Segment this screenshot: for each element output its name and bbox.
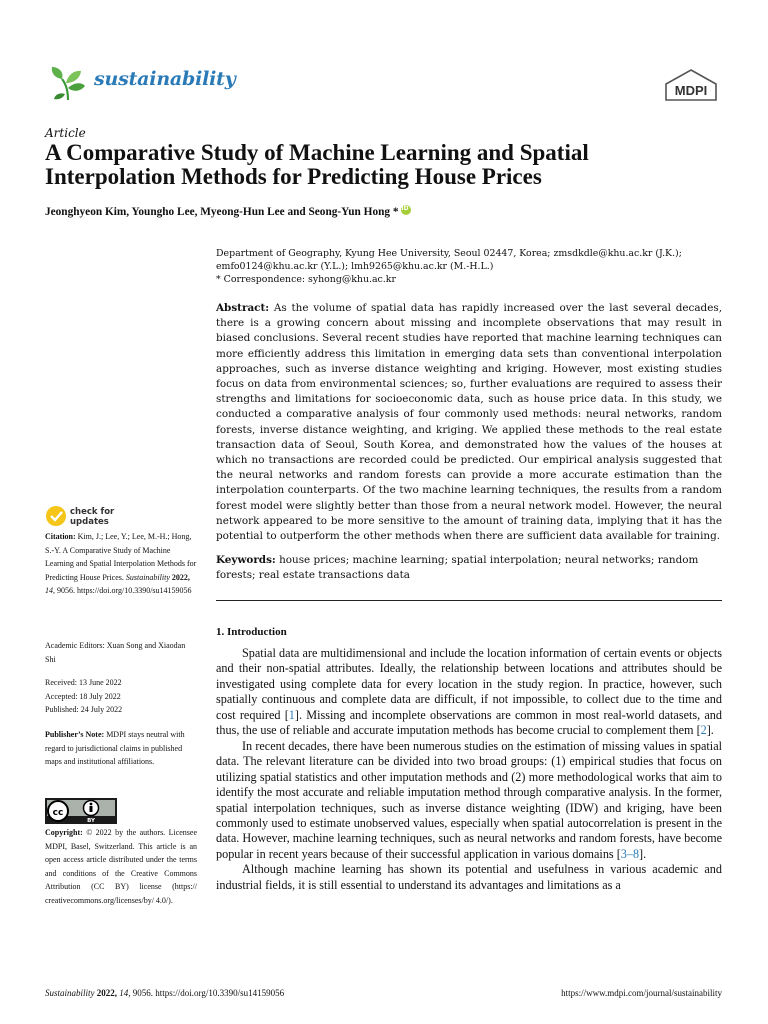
received-date: Received: 13 June 2022 [45,678,122,687]
paragraph [216,646,722,739]
text-run: ]. [706,723,714,738]
orcid-icon[interactable] [401,205,411,215]
citation-link[interactable]: 1 [288,707,295,722]
publisher-logo-text: MDPI [674,83,708,98]
footer-citation [45,988,284,998]
citation-text: Kim, J.; Lee, Y.; Lee, M.-H.; Hong, S.-Y. A Comparative Study of Machine Learning and Spatial Interpolation Methods for Predicting House Prices. [45,532,197,582]
cc-by-license-icon[interactable] [45,798,117,824]
author-list [45,205,411,218]
article-type: Article [45,126,86,140]
publication-dates [45,676,197,717]
keywords-label: Keywords: [216,554,276,566]
correspondence: * Correspondence: syhong@khu.ac.kr [216,274,396,285]
citation-block [45,530,197,598]
check-updates-line2: updates [70,517,109,527]
accepted-date: Accepted: 18 July 2022 [45,691,121,701]
citation-doi[interactable]: 9056. https://doi.org/10.3390/su14159056 [57,586,192,595]
keywords [216,553,722,583]
publishers-note [45,728,197,769]
keywords-text: house prices; machine learning; spatial interpolation; neural networks; random forests; real estate transactions data [216,554,699,582]
citation-link[interactable]: 2 [700,723,707,738]
footer-journal-url[interactable]: https://www.mdpi.com/journal/sustainability [561,988,722,998]
text-run: ]. Missing and incomplete observations are common in most real-world datasets, and thus, the use of reliable and accurate imputation methods has become crucial to complement them [ [216,707,722,738]
pubnote-text: MDPI stays neutral with regard to jurisdictional claims in published maps and institutional affiliations. [45,730,185,766]
abstract [216,301,722,544]
citation-label: Citation: [45,532,76,541]
journal-name[interactable]: sustainability [94,68,236,90]
check-for-updates-badge[interactable] [45,503,135,529]
text-run: ]. [639,846,647,861]
section-heading: 1. Introduction [216,626,287,638]
mdpi-logo-icon[interactable] [662,68,720,102]
text-run: In recent decades, there have been numerous studies on the estimation of missing values in spatial data. The relevant literature can be divided into two broad groups: (1) empirical studies that focus on utilizing spatial statistics and other imputation methods and (2) more methodological works that aim to identify the most accurate and reliable imputation method through comparative analysis. In the former, spatial interpolation techniques, such as inverse distance weighting (IDW) and kriging, have been commonly used to estimate unobserved values, especially when spatial autocorrelation is present in the data. However, machine learning techniques, such as neural networks and random forests, have become popular in recent years because of their successful application in various domains [ [216,738,722,861]
cc-symbol: cc [52,808,64,818]
copyright-text: © 2022 by the authors. Licensee MDPI, Basel, Switzerland. This article is an open access article distributed under the terms and conditions of the Creative Commons Attribution (CC BY) license (https:// creativecommons.org/licenses/by/ 4.0/). [45,828,198,905]
abstract-label: Abstract: [216,302,270,314]
introduction-body [216,646,722,893]
pubnote-label: Publisher’s Note: [45,730,105,739]
text-run: Spatial data are multidimensional and include the location information of certain events or objects and their non-spatial attributes. Ideally, the relationship between locations and attributes should be investigated using complete data for every location in the study region. In practice, however, such spatially continuous and complete data are difficult, if not impossible, to collect due to the time and cost required [ [216,646,722,722]
footer-volume: 14, [119,988,131,998]
affiliation-line: Department of Geography, Kyung Hee University, Seoul 02447, Korea; zmsdkdle@khu.ac.kr (J.K.); [216,248,682,259]
paragraph: Although machine learning has shown its potential and usefulness in various academic and industrial fields, it is still essential to understand its advantages and limitations as a [216,862,722,892]
affiliation-line: emfo0124@khu.ac.kr (Y.L.); lmh9265@khu.ac.kr (M.-H.L.) [216,261,494,272]
section-divider [216,600,722,601]
journal-logo-icon [48,62,88,102]
affiliations [216,247,721,286]
citation-link[interactable]: 3–8 [620,846,640,861]
footer-journal: Sustainability [45,988,95,998]
paragraph [216,739,722,863]
citation-year: 2022, [171,572,190,582]
copyright-notice [45,826,197,907]
author-names: Jeonghyeon Kim, Youngho Lee, Myeong-Hun Lee and Seong-Yun Hong * [45,206,399,218]
cc-by-text: BY [87,818,95,824]
citation-volume: 14, [45,586,55,595]
citation-journal: Sustainability [125,572,170,582]
check-updates-line1: check for [70,507,115,517]
copyright-label: Copyright: [45,828,83,837]
abstract-text: As the volume of spatial data has rapidly increased over the last several decades, there is a growing concern about missing and incomplete observations that may result in biased conclusions. Several recent studies have reported that machine learning techniques can more efficiently address this limitation in emerging data sets than conventional interpolation approaches, such as inverse distance weighting and kriging. However, most existing studies focus on data from environmental sciences; so, further evaluations are required to assess their strengths and limitations for socioeconomic data, such as house price data. In this study, we conducted a comparative analysis of four commonly used methods: neural networks, random forests, inverse distance weighting, and kriging. We applied these methods to the real estate transaction data of Seoul, South Korea, and demonstrated how the values of the houses at which no transactions are recorded could be predicted. Our empirical analysis suggested that the neural networks and random forests can provide a more accurate estimation than the interpolation counterparts. Of the two machine learning techniques, the results from a random forest model were slightly better than those from a neural network model. However, the neural network appeared to be more sensitive to the amount of training data, implying that it has the potential to outperform the other methods when there are sufficient data available for training. [216,302,722,543]
paper-title: A Comparative Study of Machine Learning and Spatial Interpolation Methods for Predicting House Prices [45,140,589,189]
footer-doi[interactable]: 9056. https://doi.org/10.3390/su14159056 [132,988,285,998]
footer-year: 2022, [96,988,117,998]
academic-editors: Academic Editors: Xuan Song and Xiaodan Shi [45,641,186,664]
published-date: Published: 24 July 2022 [45,705,123,714]
